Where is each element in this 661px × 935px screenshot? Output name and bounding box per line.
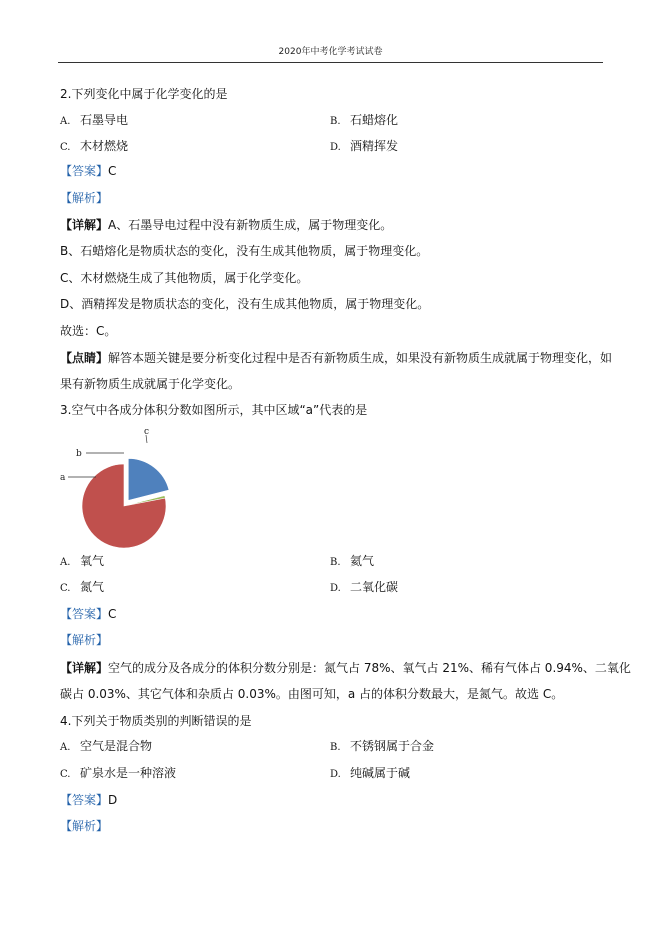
q4-option-b: B. 不锈钢属于合金	[330, 739, 435, 753]
label-b: b	[76, 449, 82, 459]
q4-stem: 4.下列关于物质类别的判断错误的是	[60, 714, 252, 728]
pie-slice-c	[128, 458, 169, 500]
q2-stem: 2.下列变化中属于化学变化的是	[60, 87, 228, 101]
q3-option-c: C. 氮气	[60, 580, 105, 594]
q3-option-b: B. 氦气	[330, 554, 375, 568]
q2-detail-2: B、石蜡熔化是物质状态的变化，没有生成其他物质，属于物理变化。	[60, 244, 429, 258]
q2-analysis-tag: 【解析】	[60, 191, 109, 205]
q2-option-d: D. 酒精挥发	[330, 139, 399, 153]
q4-option-c: C. 矿泉水是一种溶液	[60, 766, 177, 780]
q2-conclusion: 故选：C。	[60, 324, 117, 338]
q3-option-d: D. 二氧化碳	[330, 580, 399, 594]
q2-comment-1: 【点睛】解答本题关键是要分析变化过程中是否有新物质生成，如果没有新物质生成就属于物理变化，如	[60, 351, 613, 365]
label-a: a	[60, 473, 66, 483]
q3-stem: 3.空气中各成分体积分数如图所示，其中区域“a”代表的是	[60, 403, 368, 417]
label-c: c	[144, 427, 150, 437]
q2-answer: 【答案】C	[60, 164, 117, 178]
q2-option-b: B. 石蜡熔化	[330, 113, 399, 127]
q2-detail-4: D、酒精挥发是物质状态的变化，没有生成其他物质，属于物理变化。	[60, 297, 430, 311]
q3-option-a: A. 氧气	[60, 554, 105, 568]
q3-detail-2: 碳占 0.03%、其它气体和杂质占 0.03%。由图可知，a 占的体积分数最大，是氮气。故选 C。	[60, 687, 564, 701]
q4-analysis-tag: 【解析】	[60, 819, 109, 833]
q2-comment-2: 果有新物质生成就属于化学变化。	[60, 377, 241, 391]
q2-option-c: C. 木材燃烧	[60, 139, 129, 153]
air-composition-pie-chart	[58, 424, 188, 550]
q3-detail-1: 【详解】空气的成分及各成分的体积分数分别是：氮气占 78%、氧气占 21%、稀有气体占 0.94%、二氧化	[60, 661, 631, 675]
q4-option-a: A. 空气是混合物	[60, 739, 153, 753]
q2-option-a: A. 石墨导电	[60, 113, 129, 127]
q3-answer: 【答案】C	[60, 607, 117, 621]
q4-answer: 【答案】D	[60, 793, 118, 807]
q3-analysis-tag: 【解析】	[60, 633, 109, 647]
q2-detail-1: 【详解】A、石墨导电过程中没有新物质生成，属于物理变化。	[60, 218, 393, 232]
q2-detail-3: C、木材燃烧生成了其他物质，属于化学变化。	[60, 271, 309, 285]
q4-option-d: D. 纯碱属于碱	[330, 766, 411, 780]
page-header: 2020年中考化学考试试卷	[58, 44, 603, 63]
